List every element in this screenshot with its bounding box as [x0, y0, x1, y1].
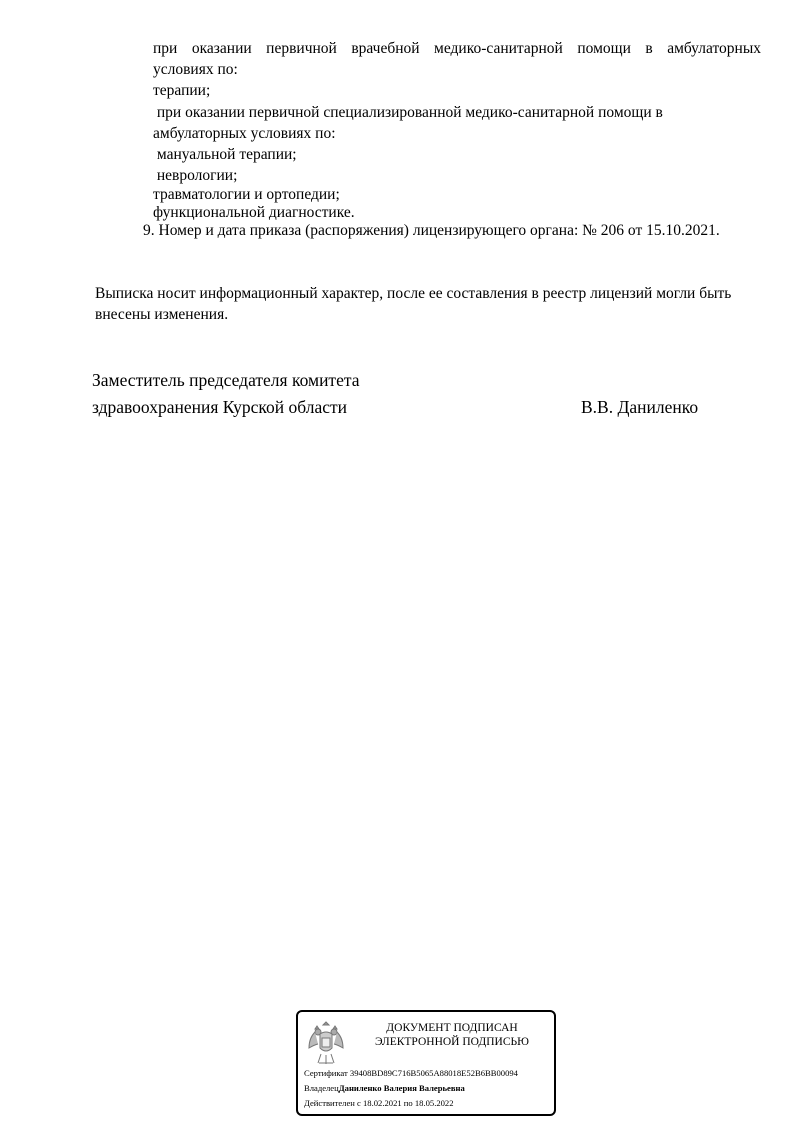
- paragraph-line: условиях по:: [153, 61, 238, 78]
- signatory-name: В.В. Даниленко: [581, 397, 699, 417]
- paragraph-line: амбулаторных условиях по:: [153, 125, 336, 142]
- certificate-label: Сертификат: [304, 1068, 348, 1078]
- stamp-owner: [304, 1083, 465, 1094]
- paragraph-line: функциональной диагностике.: [153, 204, 355, 221]
- stamp-certificate: [304, 1068, 518, 1079]
- owner-label: Владелец: [304, 1083, 339, 1093]
- double-headed-eagle-icon: [306, 1018, 346, 1070]
- signatory-organization: здравоохранения Курской области: [92, 397, 348, 417]
- paragraph-line: травматологии и ортопедии;: [153, 186, 340, 203]
- paragraph-line: терапии;: [153, 82, 211, 99]
- paragraph-line: мануальной терапии;: [153, 146, 297, 163]
- notice-line: Выписка носит информационный характер, после ее составления в реестр лицензий могли быть: [95, 285, 732, 302]
- paragraph-line: при оказании первичной врачебной медико-санитарной помощи в амбулаторных: [153, 40, 761, 57]
- stamp-validity: Действителен с 18.02.2021 по 18.05.2022: [304, 1098, 454, 1108]
- notice-line: внесены изменения.: [95, 306, 229, 323]
- electronic-signature-stamp: [296, 1010, 556, 1116]
- signatory-position: Заместитель председателя комитета: [92, 370, 360, 390]
- stamp-title: ЭЛЕКТРОННОЙ ПОДПИСЬЮ: [375, 1036, 529, 1048]
- paragraph-line: неврологии;: [153, 167, 238, 184]
- stamp-title: ДОКУМЕНТ ПОДПИСАН: [386, 1022, 518, 1034]
- paragraph-line: при оказании первичной специализированной медико-санитарной помощи в: [153, 104, 663, 121]
- order-number-line: 9. Номер и дата приказа (распоряжения) лицензирующего органа: № 206 от 15.10.2021.: [143, 222, 720, 239]
- owner-name: Даниленко Валерия Валерьевна: [338, 1083, 465, 1093]
- certificate-number: 39408BD89C716B5065A88018E52B6BB00094: [349, 1068, 518, 1078]
